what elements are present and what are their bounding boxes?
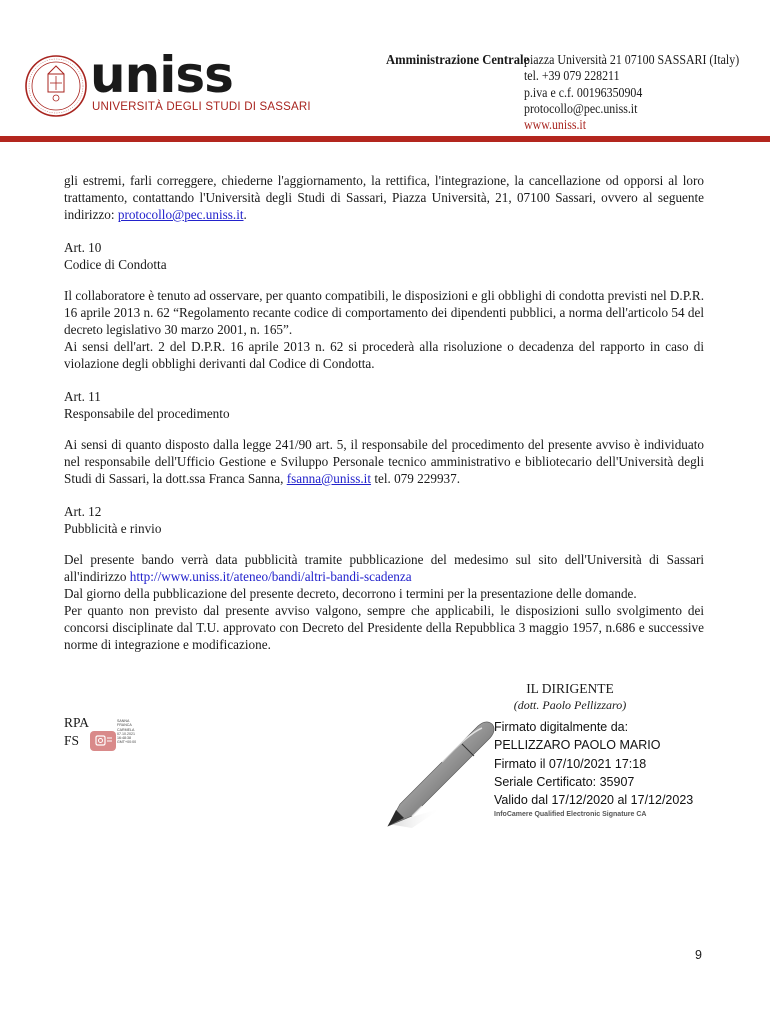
bandi-url-link[interactable]: http://www.uniss.it/ateneo/bandi/altri-bandi-scadenza bbox=[129, 569, 412, 584]
art11-text-end: tel. 079 229937. bbox=[371, 471, 461, 486]
digital-signature-block bbox=[494, 718, 693, 821]
mini-line: FRANCA bbox=[117, 723, 132, 728]
art12-paragraph-3: Per quanto non previsto dal presente avviso valgono, sempre che applicabili, le disposizioni sullo svolgimento dei concorsi disciplinate dal T.U. approvato con Decreto del Presidente della Repubblica 3 maggio 1957, n.686 e successive norme di integrazione e modificazione. bbox=[64, 603, 704, 652]
mini-line: 16:48:38 bbox=[117, 736, 131, 741]
art12-text: Del presente bando verrà data pubblicità tramite pubblicazione del medesimo sul sito dell'Università di Sassari all'indirizzo bbox=[64, 552, 704, 584]
mini-line: SANNA bbox=[117, 719, 130, 723]
header-divider bbox=[0, 136, 770, 142]
signer-title: IL DIRIGENTE bbox=[526, 681, 614, 696]
art10-number: Art. 10 bbox=[64, 240, 102, 255]
document-body bbox=[64, 172, 704, 653]
art12-paragraph-2: Dal giorno della pubblicazione del presente decreto, decorrono i termini per la presentazione delle domande. bbox=[64, 586, 637, 601]
intro-text: gli estremi, farli correggere, chiederne l'aggiornamento, la rettifica, l'integrazione, la cancellazione od opporsi al loro trattamento, contattando l'Università degli Studi di Sassari, Piazza Università, 21, 07100 Sassari, ovvero al seguente indirizzo: bbox=[64, 173, 704, 222]
university-name: UNIVERSITÀ DEGLI STUDI DI SASSARI bbox=[92, 101, 311, 113]
signer-name: (dott. Paolo Pellizzaro) bbox=[513, 698, 627, 712]
address-line: piazza Università 21 07100 SASSARI (Italy) bbox=[524, 53, 740, 68]
letterhead bbox=[0, 0, 770, 140]
rpa-block bbox=[64, 714, 89, 750]
digital-signed-date: Firmato il 07/10/2021 17:18 bbox=[494, 756, 647, 771]
digital-signer-name: PELLIZZARO PAOLO MARIO bbox=[494, 738, 661, 753]
page-number: 9 bbox=[695, 948, 702, 962]
art11-paragraph bbox=[64, 436, 704, 487]
art11-number: Art. 11 bbox=[64, 389, 101, 404]
art12-paragraph-1 bbox=[64, 551, 704, 585]
intro-end: . bbox=[243, 207, 247, 222]
digital-ca-line: InfoCamere Qualified Electronic Signature CA bbox=[494, 811, 647, 819]
university-seal-icon bbox=[24, 42, 88, 130]
art10-paragraph-2: Ai sensi dell'art. 2 del D.P.R. 16 aprile 2013 n. 62 si procederà alla risoluzione o decadenza del rapporto in caso di violazione degli obblighi derivanti dal Codice di Condotta. bbox=[64, 339, 704, 371]
art10-paragraph-1: Il collaboratore è tenuto ad osservare, per quanto compatibili, le disposizioni e gli obblighi di condotta previsti nel D.P.R. 16 aprile 2013 n. 62 “Regolamento recante codice di comportamento dei dipendenti pubblici, a norma dell'articolo 54 del decreto legislativo 30 marzo 2001, n. 165”. bbox=[64, 288, 704, 337]
pec-line: protocollo@pec.uniss.it bbox=[524, 101, 638, 117]
art12-number: Art. 12 bbox=[64, 504, 102, 519]
art10-title: Codice di Condotta bbox=[64, 257, 167, 272]
admin-label: Amministrazione Centrale bbox=[386, 53, 530, 68]
vat-line: p.iva e c.f. 00196350904 bbox=[524, 85, 643, 101]
digital-certificate-serial: Seriale Certificato: 35907 bbox=[494, 774, 635, 789]
uniss-logo: uniss bbox=[90, 46, 233, 104]
contact-block bbox=[524, 53, 739, 134]
pen-icon bbox=[382, 716, 500, 832]
digital-validity: Valido dal 17/12/2020 al 17/12/2023 bbox=[494, 793, 694, 808]
rpa-label: RPA bbox=[64, 715, 90, 730]
fs-label: FS bbox=[64, 733, 80, 748]
intro-paragraph bbox=[64, 172, 704, 223]
art11-title: Responsabile del procedimento bbox=[64, 406, 230, 421]
mini-signature-text bbox=[117, 719, 136, 745]
fsanna-email-link[interactable]: fsanna@uniss.it bbox=[286, 471, 372, 486]
mini-line: CARMELA bbox=[117, 727, 135, 732]
mini-line: 07.10.2021 bbox=[117, 731, 135, 736]
mini-line: GMT+00:00 bbox=[117, 740, 137, 745]
art12-title: Pubblicità e rinvio bbox=[64, 521, 162, 536]
pec-email-link[interactable]: protocollo@pec.uniss.it bbox=[117, 207, 244, 222]
art11-text: Ai sensi di quanto disposto dalla legge 241/90 art. 5, il responsabile del procedimento del presente avviso è individuato nel responsabile dell'Ufficio Gestione e Sviluppo Personale tecnico amministrativo e bibliotecario dell'Università degli Studi di Sassari, la dott.ssa Franca Sanna, bbox=[64, 437, 704, 486]
phone-line: tel. +39 079 228211 bbox=[524, 69, 620, 85]
digital-signed-by-label: Firmato digitalmente da: bbox=[494, 720, 629, 734]
website-line: www.uniss.it bbox=[524, 118, 587, 134]
